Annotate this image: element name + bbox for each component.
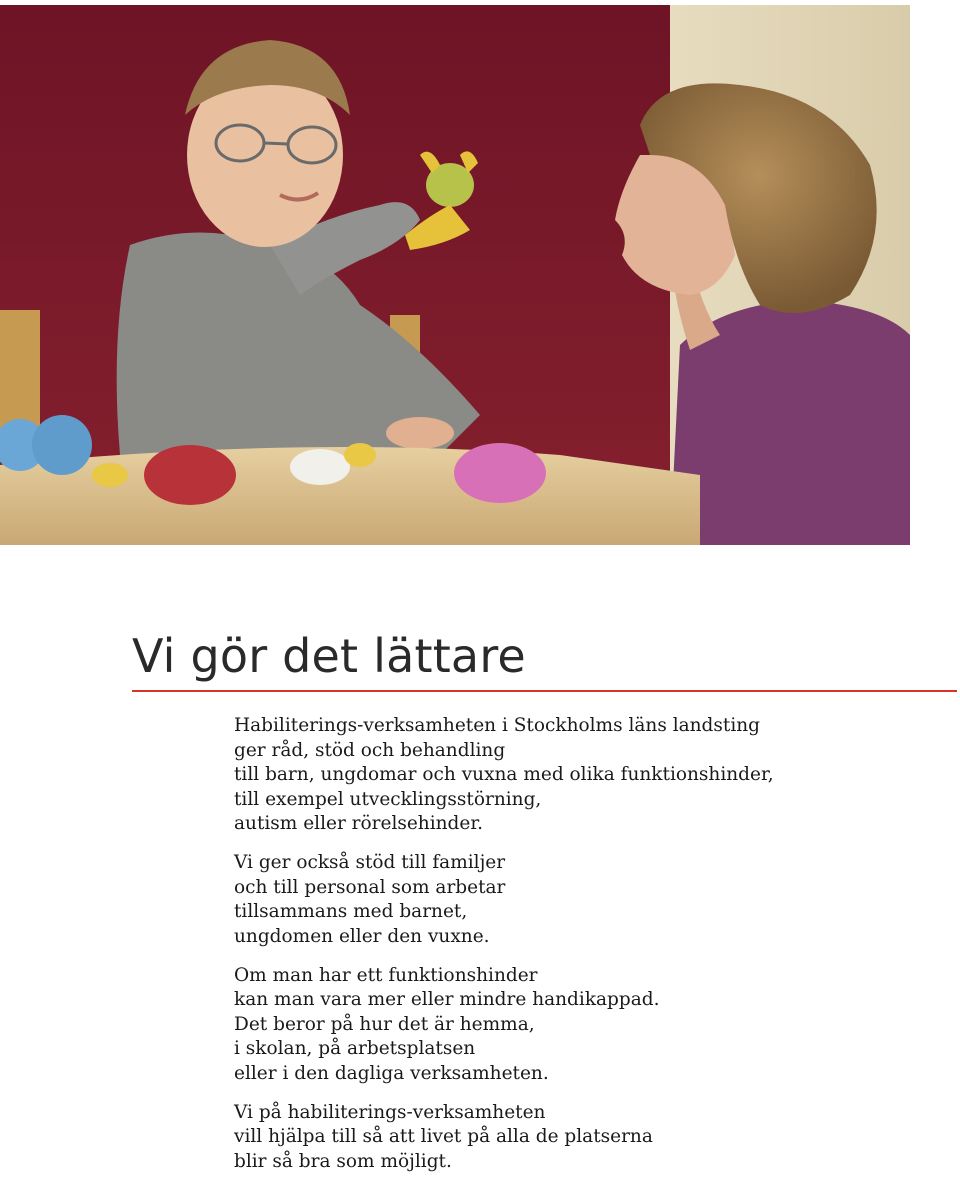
text-line: Om man har ett funktionshinder [234,964,538,986]
page-title: Vi gör det lättare [132,629,526,683]
text-line: till exempel utvecklingsstörning, [234,788,542,810]
text-line: och till personal som arbetar [234,876,506,898]
text-line: ungdomen eller den vuxne. [234,925,490,947]
paragraph-intro [234,714,934,837]
body-text [234,714,934,1189]
title-underline [132,690,957,692]
text-line: i skolan, på arbetsplatsen [234,1038,476,1059]
text-line: Vi ger också stöd till familjer [234,852,506,873]
paragraph-support [234,851,934,949]
text-line: autism eller rörelsehinder. [234,813,484,834]
text-line: eller i den dagliga verksamheten. [234,1062,549,1084]
photo-child-and-adult-playing [0,5,910,545]
text-line: tillsammans med barnet, [234,901,468,922]
paragraph-disability [234,964,934,1087]
text-line: till barn, ungdomar och vuxna med olika funktionshinder, [234,764,774,785]
text-line: kan man vara mer eller mindre handikappad. [234,989,660,1010]
text-line: Habiliterings-verksamheten i Stockholms läns landsting [234,715,761,736]
text-line: vill hjälpa till så att livet på alla de platserna [234,1126,653,1147]
photo-boy-hand [386,417,454,449]
text-line: blir så bra som möjligt. [234,1150,452,1172]
photo-chair [0,310,40,430]
text-line: Vi på habiliterings-verksamheten [234,1101,546,1123]
text-line: ger råd, stöd och behandling [234,739,506,761]
paragraph-goal [234,1101,934,1175]
text-line: Det beror på hur det är hemma, [234,1013,535,1035]
photo-illustration [0,5,910,545]
